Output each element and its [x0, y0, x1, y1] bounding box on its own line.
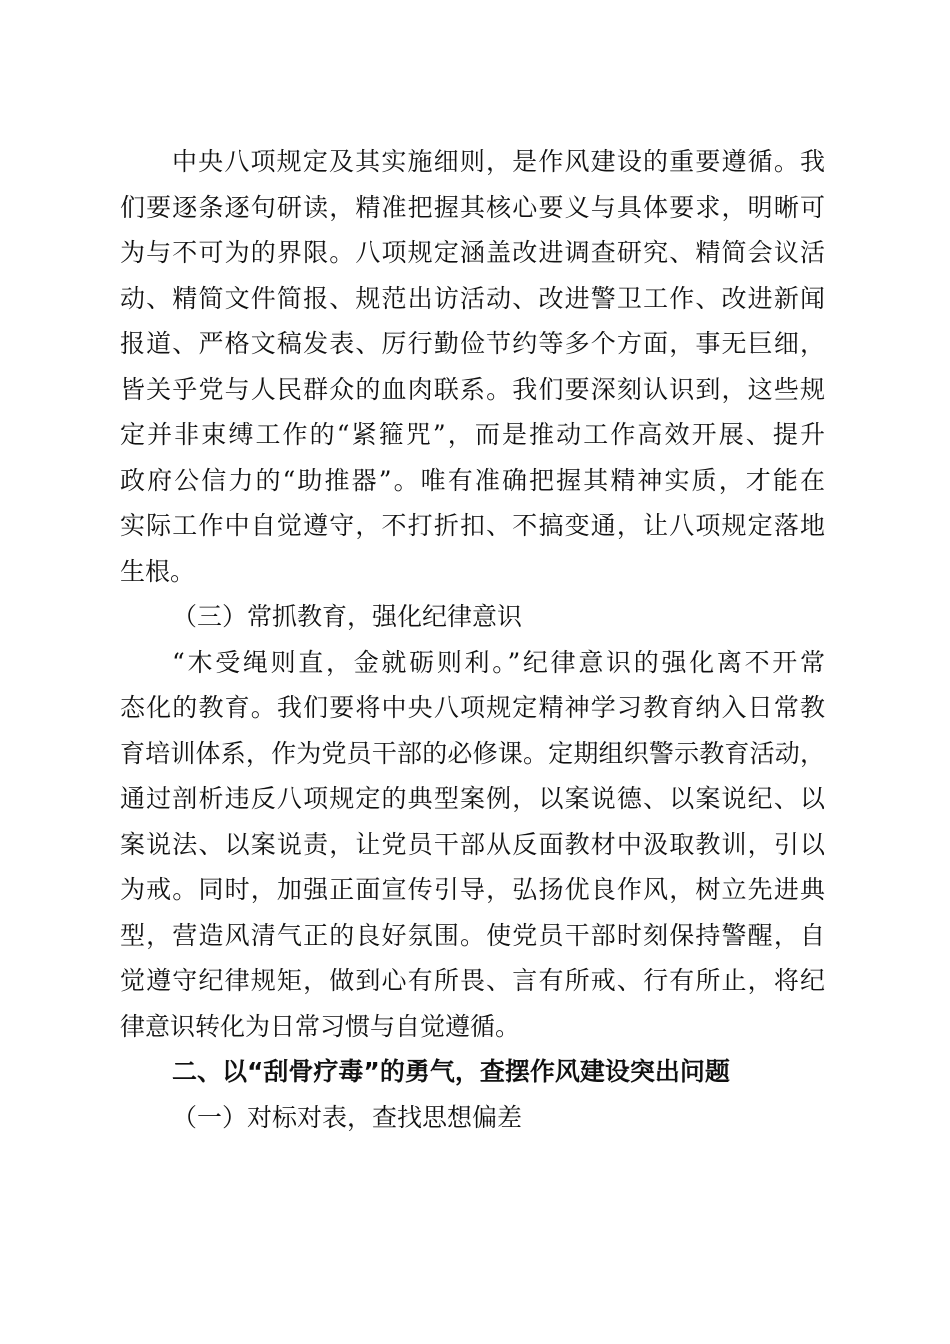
text-line: 为与不可为的界限。八项规定涵盖改进调查研究、精简会议活	[120, 238, 825, 267]
text-line: 态化的教育。我们要将中央八项规定精神学习教育纳入日常教	[120, 693, 825, 722]
text-line: 通过剖析违反八项规定的典型案例，以案说德、以案说纪、以	[120, 784, 825, 813]
text-line: 报道、严格文稿发表、厉行勤俭节约等多个方面，事无巨细，	[120, 329, 825, 358]
text-line: 实际工作中自觉遵守，不打折扣、不搞变通，让八项规定落地	[120, 511, 825, 540]
text-line: 政府公信力的“助推器”。唯有准确把握其精神实质，才能在	[120, 465, 825, 495]
text-line: 生根。	[120, 556, 196, 586]
text-line: 律意识转化为日常习惯与自觉遵循。	[120, 1011, 521, 1041]
text-line: 们要逐条逐句研读，精准把握其核心要义与具体要求，明晰可	[120, 192, 825, 222]
section-heading-two: 二、以“刮骨疗毒”的勇气，查摆作风建设突出问题	[172, 1057, 730, 1086]
text-line: 为戒。同时，加强正面宣传引导，弘扬优良作风，树立先进典	[120, 875, 825, 904]
text-line: 型，营造风清气正的良好氛围。使党员干部时刻保持警醒，自	[120, 920, 825, 950]
text-line: 动、精简文件简报、规范出访活动、改进警卫工作、改进新闻	[120, 283, 825, 313]
text-line: 案说法、以案说责，让党员干部从反面教材中汲取教训，引以	[120, 829, 825, 859]
paragraph-discipline-education	[120, 640, 825, 1050]
subheading-education: （三）常抓教育，强化纪律意识	[172, 602, 523, 631]
text-line: 觉遵守纪律规矩，做到心有所畏、言有所戒、行有所止，将纪	[120, 966, 825, 995]
text-line: 定并非束缚工作的“紧箍咒”，而是推动工作高效开展、提升	[120, 420, 825, 449]
document-body	[120, 139, 825, 1140]
subheading-benchmark: （一）对标对表，查找思想偏差	[172, 1102, 523, 1132]
text-line: 皆关乎党与人民群众的血肉联系。我们要深刻认识到，这些规	[120, 374, 825, 404]
text-line: 中央八项规定及其实施细则，是作风建设的重要遵循。我	[172, 147, 825, 176]
text-line: 育培训体系，作为党员干部的必修课。定期组织警示教育活动，	[120, 738, 825, 768]
text-line: “木受绳则直，金就砺则利。”纪律意识的强化离不开常	[172, 647, 825, 677]
paragraph-eight-regulations	[120, 139, 825, 594]
